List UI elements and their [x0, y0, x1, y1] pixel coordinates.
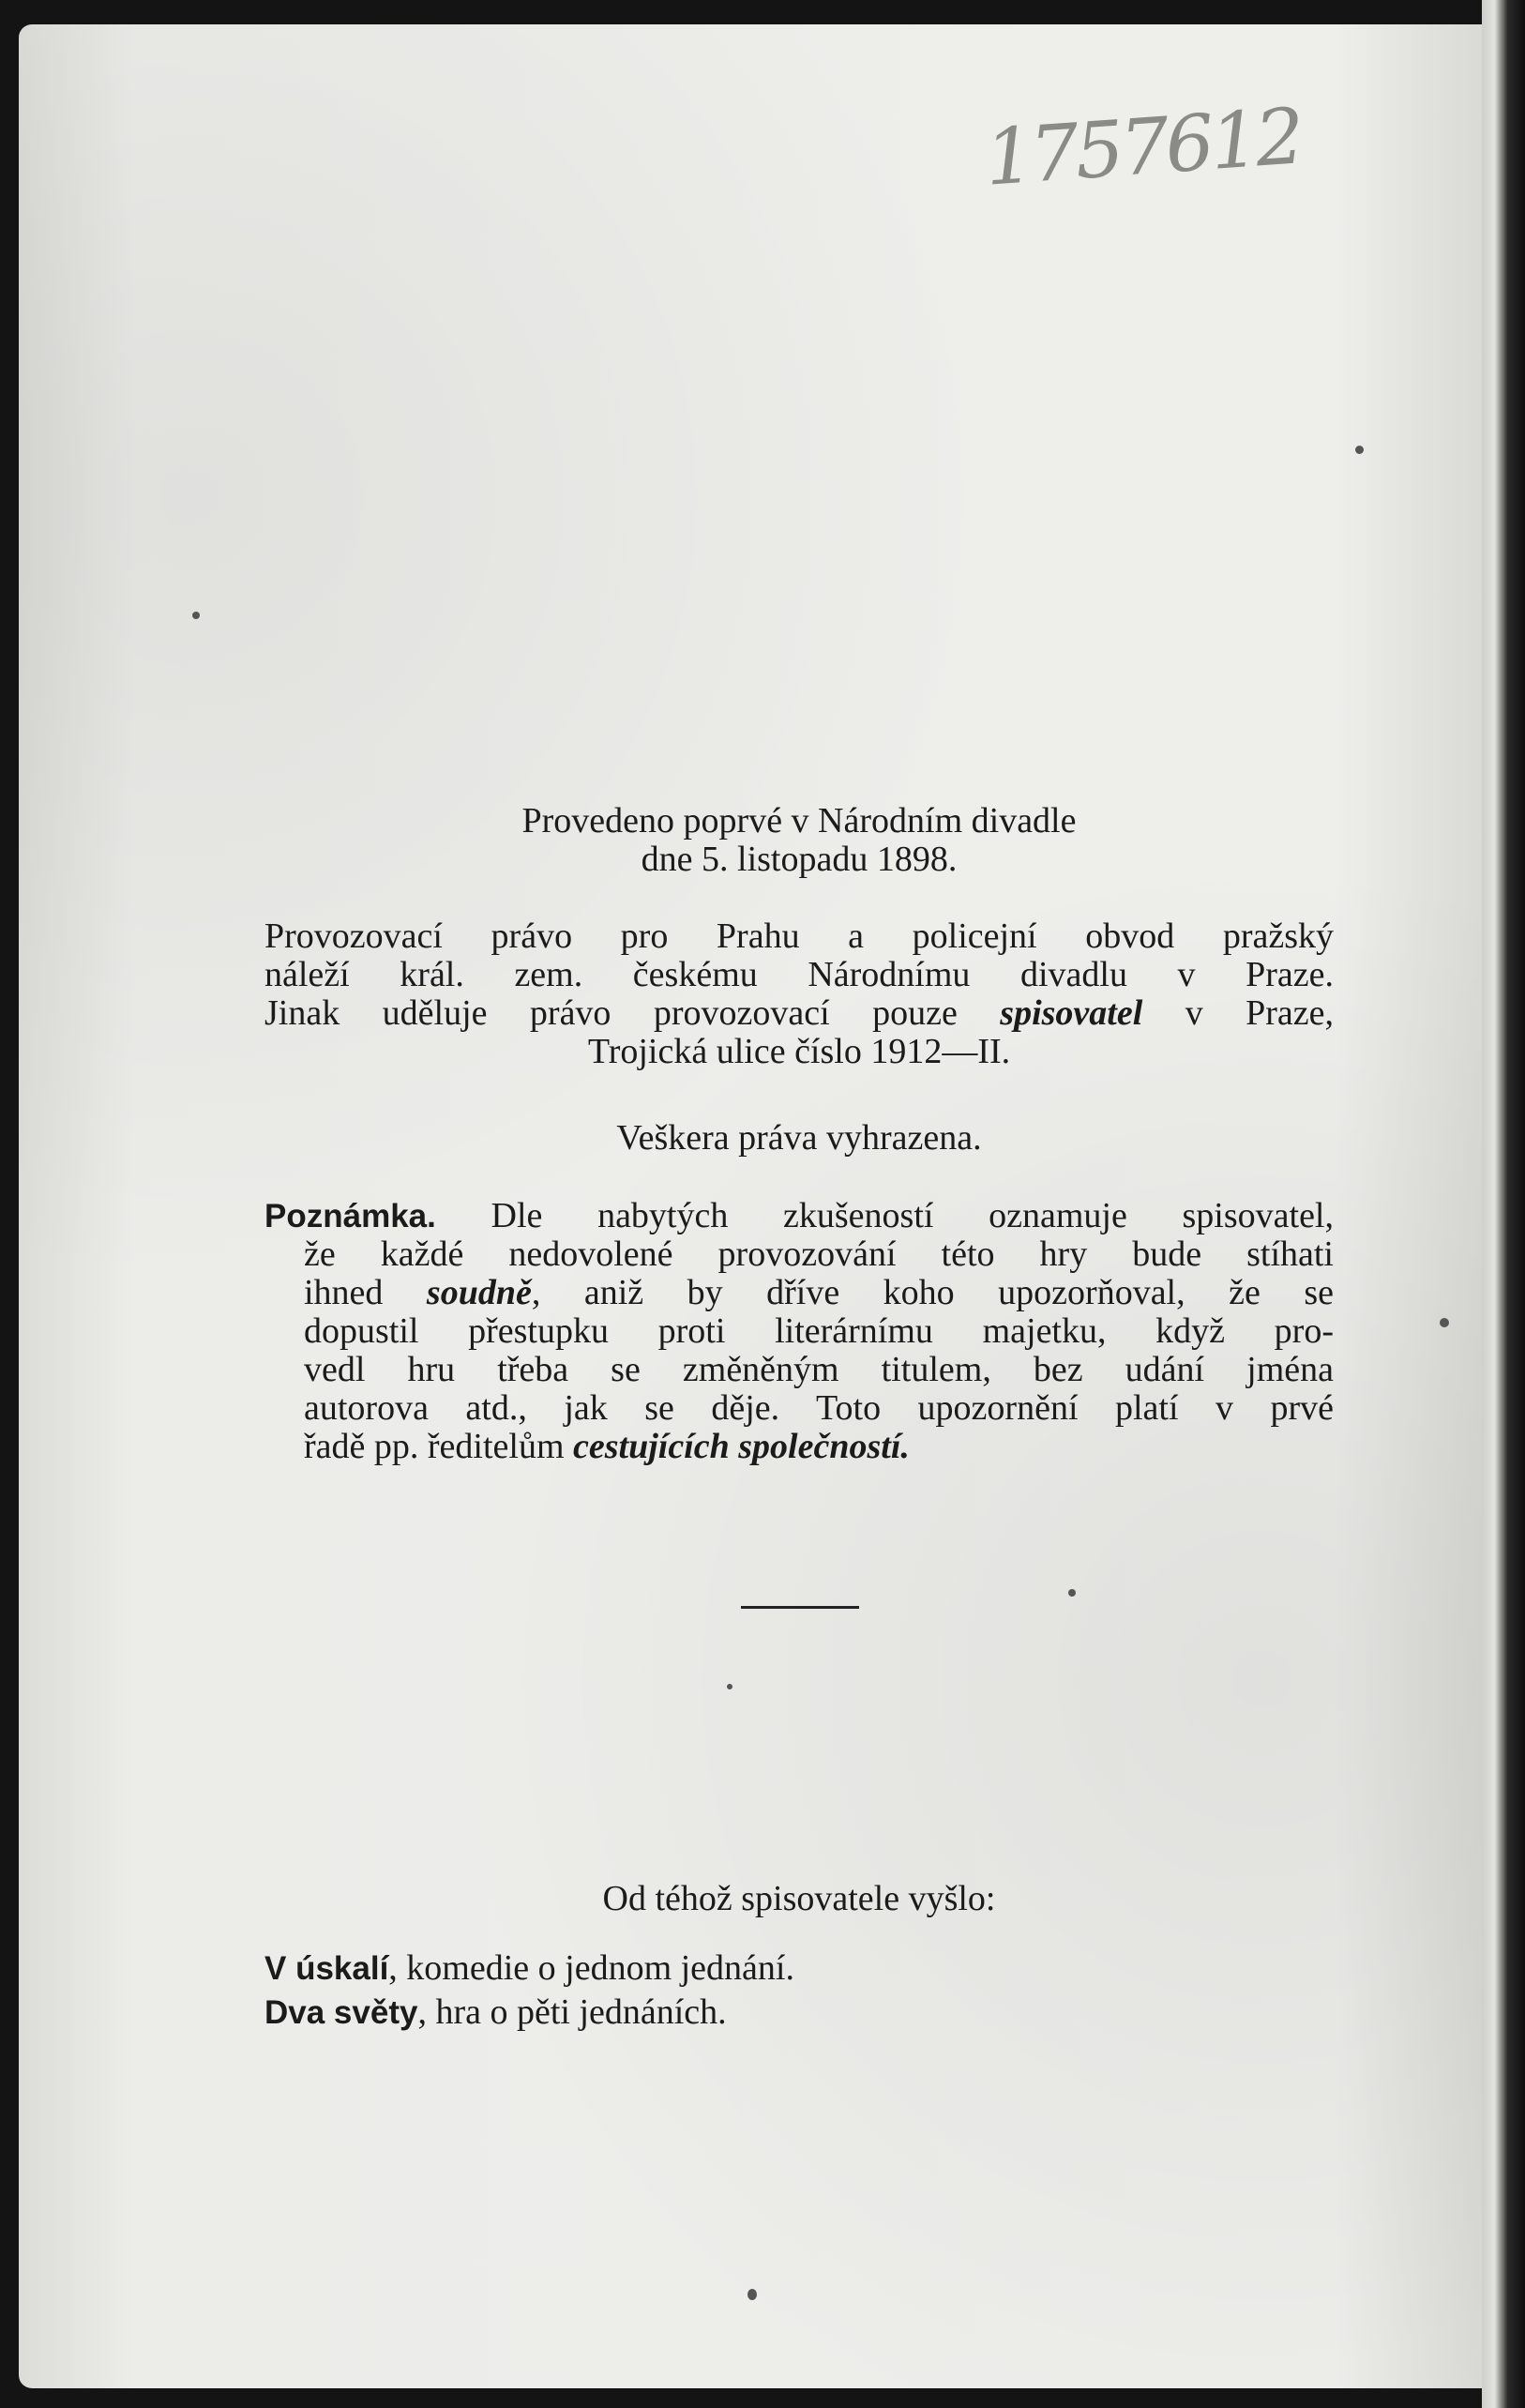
- paper-speck: [1440, 1318, 1449, 1327]
- rights-line-4: Trojická ulice číslo 1912—II.: [587, 1032, 1011, 1071]
- note-line-2: že každé nedovolené provozování této hry bude stíhati: [304, 1234, 1334, 1274]
- book-spine: [1482, 0, 1525, 2408]
- note-line-4: dopustil přestupku proti literárnímu majetku, když pro-: [304, 1311, 1334, 1351]
- note-line-3-end: , aniž by dříve koho upozorňoval, že se: [531, 1273, 1334, 1312]
- note-emphasis-soudne: soudně: [426, 1273, 532, 1312]
- note-line-1-text: Dle nabytých zkušeností oznamuje spisovatel,: [435, 1196, 1334, 1235]
- rights-paragraph: [264, 917, 1334, 1071]
- note-line-3: [264, 1274, 1334, 1312]
- note-emphasis-companies: cestujících společností.: [573, 1427, 910, 1466]
- note-line-5: vedl hru třeba se změněným titulem, bez udání jména: [304, 1350, 1334, 1389]
- bibliography-item: [264, 1949, 1334, 1988]
- bibliography-item-title: V úskalí: [264, 1950, 389, 1987]
- rights-line-2: náleží král. zem. českému Národnímu divadlu v Praze.: [264, 955, 1334, 994]
- rights-author-emphasis: spisovatel: [1000, 993, 1143, 1033]
- bibliography-item-title: Dva světy: [264, 1994, 418, 2031]
- bibliography-item-desc: , komedie o jednom jednání.: [388, 1948, 794, 1988]
- premiere-line-2: dne 5. listopadu 1898.: [641, 840, 958, 879]
- note-line-6: autorova atd., jak se děje. Toto upozornění platí v prvé: [304, 1388, 1334, 1428]
- rights-reserved-text: Veškera práva vyhrazena.: [616, 1118, 982, 1158]
- bibliography-item: [264, 1993, 1334, 2032]
- handwritten-catalog-number: 1757612: [982, 92, 1305, 204]
- premiere-line-1: Provedeno poprvé v Národním divadle: [521, 801, 1077, 841]
- note-line-7: [264, 1428, 1334, 1466]
- rights-line-3: [264, 994, 1334, 1033]
- note-line-3-text: ihned: [304, 1273, 427, 1312]
- premiere-info: [264, 802, 1334, 879]
- rights-line-1: Provozovací právo pro Prahu a policejní obvod pražský: [264, 916, 1334, 956]
- bibliography-heading: [264, 1880, 1334, 1918]
- bibliography-heading-text: Od téhož spisovatele vyšlo:: [602, 1879, 996, 1918]
- note-paragraph: [264, 1197, 1334, 1466]
- section-divider: [741, 1606, 859, 1609]
- note-line-7-text: řadě pp. ředitelům: [304, 1427, 574, 1466]
- paper-speck: [1355, 446, 1364, 454]
- rights-reserved: [264, 1119, 1334, 1158]
- paper-speck: [727, 1684, 732, 1689]
- rights-line-3-text: Jinak uděluje právo provozovací pouze: [264, 993, 1001, 1033]
- note-label: Poznámka.: [264, 1198, 436, 1234]
- note-line-1: [264, 1197, 1334, 1235]
- rights-line-3-end: v Praze,: [1142, 993, 1335, 1033]
- paper-speck: [192, 612, 200, 619]
- bibliography-item-desc: , hra o pěti jednáních.: [417, 1992, 727, 2032]
- bibliography-list: [264, 1949, 1334, 2032]
- paper-speck: [747, 2289, 757, 2300]
- paper-speck: [1068, 1589, 1076, 1597]
